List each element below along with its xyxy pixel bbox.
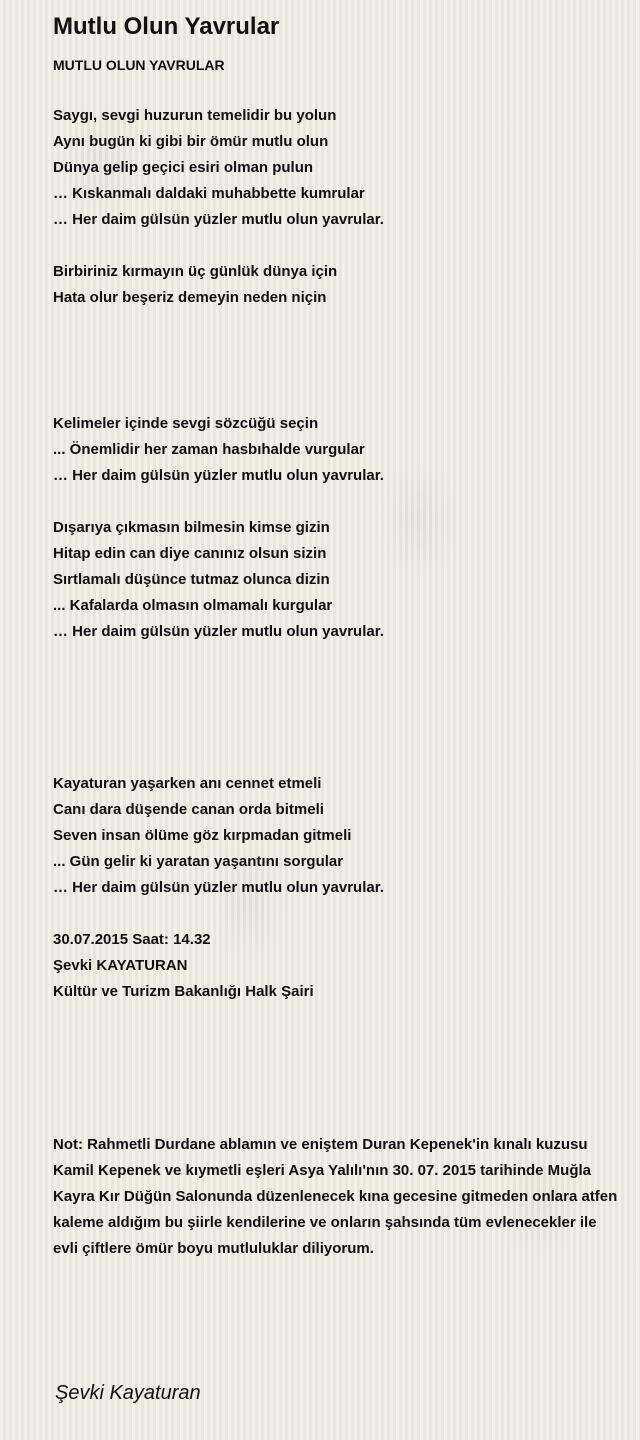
poem-line: … Kıskanmalı daldaki muhabbette kumrular — [53, 185, 365, 202]
poem-line: Aynı bugün ki gibi bir ömür mutlu olun — [53, 133, 329, 150]
poem-line: … Her daim gülsün yüzler mutlu olun yavrular. — [53, 211, 384, 228]
poet-name: Şevki KAYATURAN — [53, 957, 188, 974]
poem-line: … Her daim gülsün yüzler mutlu olun yavrular. — [53, 623, 384, 640]
poem-line: Kelimeler içinde sevgi sözcüğü seçin — [53, 415, 319, 432]
poem-line: Hata olur beşeriz demeyin neden niçin — [53, 289, 327, 306]
poem-line: Dünya gelip geçici esiri olman pulun — [53, 159, 314, 176]
poem-date: 30.07.2015 Saat: 14.32 — [53, 931, 211, 948]
author-signature: Şevki Kayaturan — [55, 1382, 201, 1404]
poem-line: Dışarıya çıkmasın bilmesin kimse gizin — [53, 519, 330, 536]
poem-line: Canı dara düşende canan orda bitmeli — [53, 801, 324, 818]
page-title: Mutlu Olun Yavrular — [53, 13, 280, 40]
poem-line: Seven insan ölüme göz kırpmadan gitmeli — [53, 827, 352, 844]
poem-line: Kayaturan yaşarken anı cennet etmeli — [53, 775, 322, 792]
poem-line: Hitap edin can diye canınız olsun sizin — [53, 545, 327, 562]
poem-note: Not: Rahmetli Durdane ablamın ve eniştem Duran Kepenek'in kınalı kuzusu Kamil Kepenek ve kıymetli eşleri Asya Yalılı'nın 30. 07. 2015 tarihinde Muğla Kayra Kır Düğün Salonunda düzenlenecek kına gecesine gitmeden onlara atfen kaleme aldığım bu şiirle kendilerine ve onların şahsında tüm evlenecekler ile evli çiftlere ömür boyu mutluluklar diliyorum. — [53, 1136, 618, 1257]
poem-line: … Her daim gülsün yüzler mutlu olun yavrular. — [53, 467, 384, 484]
poem-line: Birbiriniz kırmayın üç günlük dünya için — [53, 263, 338, 280]
poem-line: ... Önemlidir her zaman hasbıhalde vurgular — [53, 441, 365, 458]
poem-subtitle: MUTLU OLUN YAVRULAR — [53, 57, 225, 73]
poem-line: ... Gün gelir ki yaratan yaşantını sorgular — [53, 853, 344, 870]
poem-line: Saygı, sevgi huzurun temelidir bu yolun — [53, 107, 337, 124]
poet-title: Kültür ve Turizm Bakanlığı Halk Şairi — [53, 983, 314, 1000]
poem-line: … Her daim gülsün yüzler mutlu olun yavrular. — [53, 879, 384, 896]
poem-line: ... Kafalarda olmasın olmamalı kurgular — [53, 597, 333, 614]
poem-line: Sırtlamalı düşünce tutmaz olunca dizin — [53, 571, 330, 588]
